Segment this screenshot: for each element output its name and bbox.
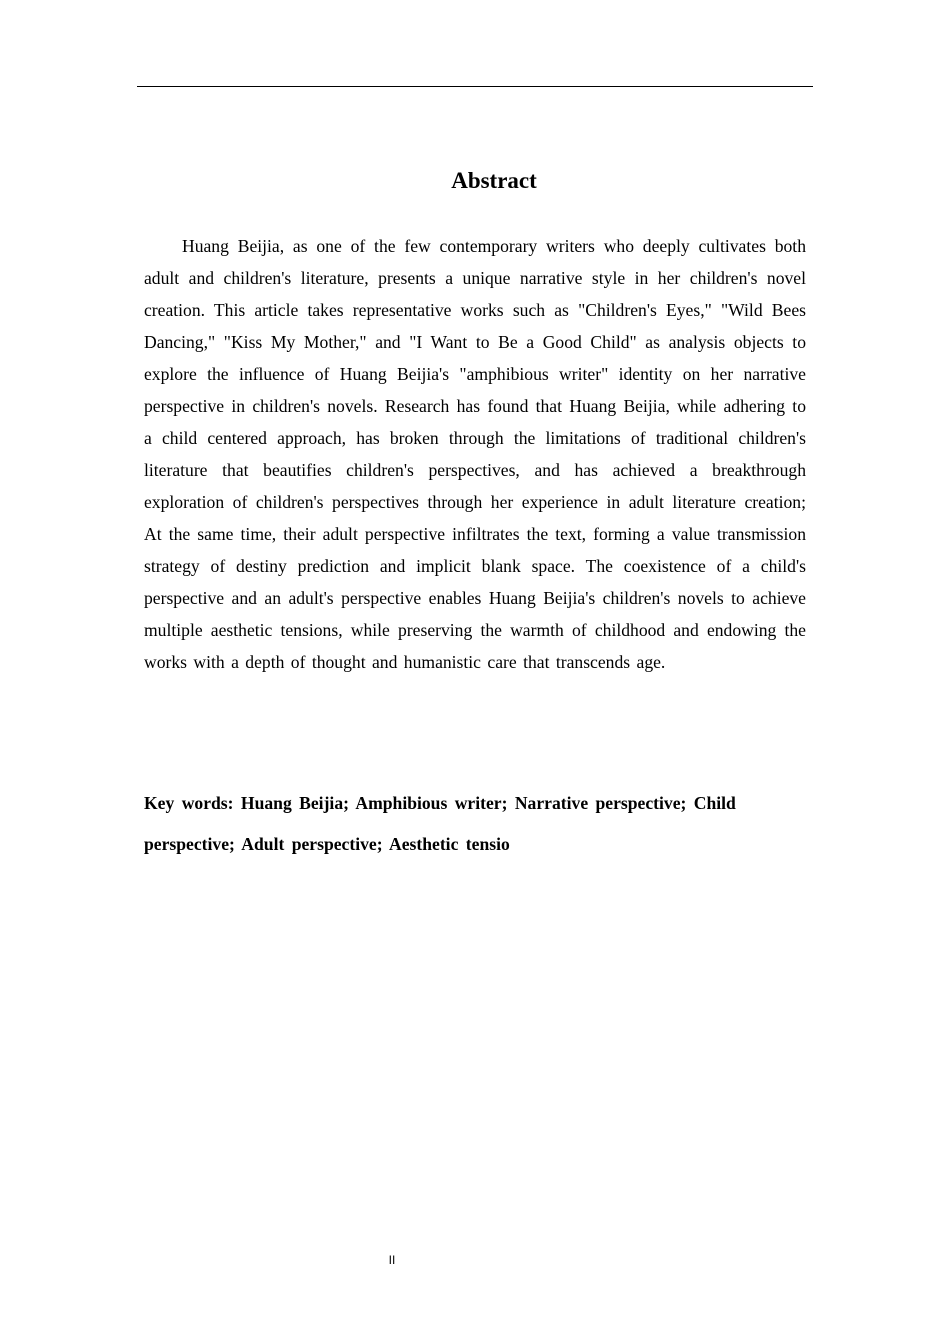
abstract-paragraph: Huang Beijia, as one of the few contemporary writers who deeply cultivates both adult and children's literature, presents a unique narrative style in her children's novel creation. This article takes representative works such as "Children's Eyes," "Wild Bees Dancing," "Kiss My Mother," and "I Want to Be a Good Child" as analysis objects to explore the influence of Huang Beijia's "amphibious writer" identity on her narrative perspective in children's novels. Research has found that Huang Beijia, while adhering to a child centered approach, has broken through the limitations of traditional children's literature that beautifies children's perspectives, and has achieved a breakthrough exploration of children's perspectives through her experience in adult literature creation; At the same time, their adult perspective infiltrates the text, forming a value transmission strategy of destiny prediction and implicit blank space. The coexistence of a child's perspective and an adult's perspective enables Huang Beijia's children's novels to achieve multiple aesthetic tensions, while preserving the warmth of childhood and endowing the works with a depth of thought and humanistic care that transcends age. (144, 236, 806, 672)
keywords-line: Key words: Huang Beijia; Amphibious writer; Narrative perspective; Child perspective; Adult perspective; Aesthetic tensio (144, 793, 736, 854)
page-title: Abstract (451, 168, 537, 193)
header-rule (137, 86, 813, 87)
page-number: II (388, 1253, 396, 1267)
